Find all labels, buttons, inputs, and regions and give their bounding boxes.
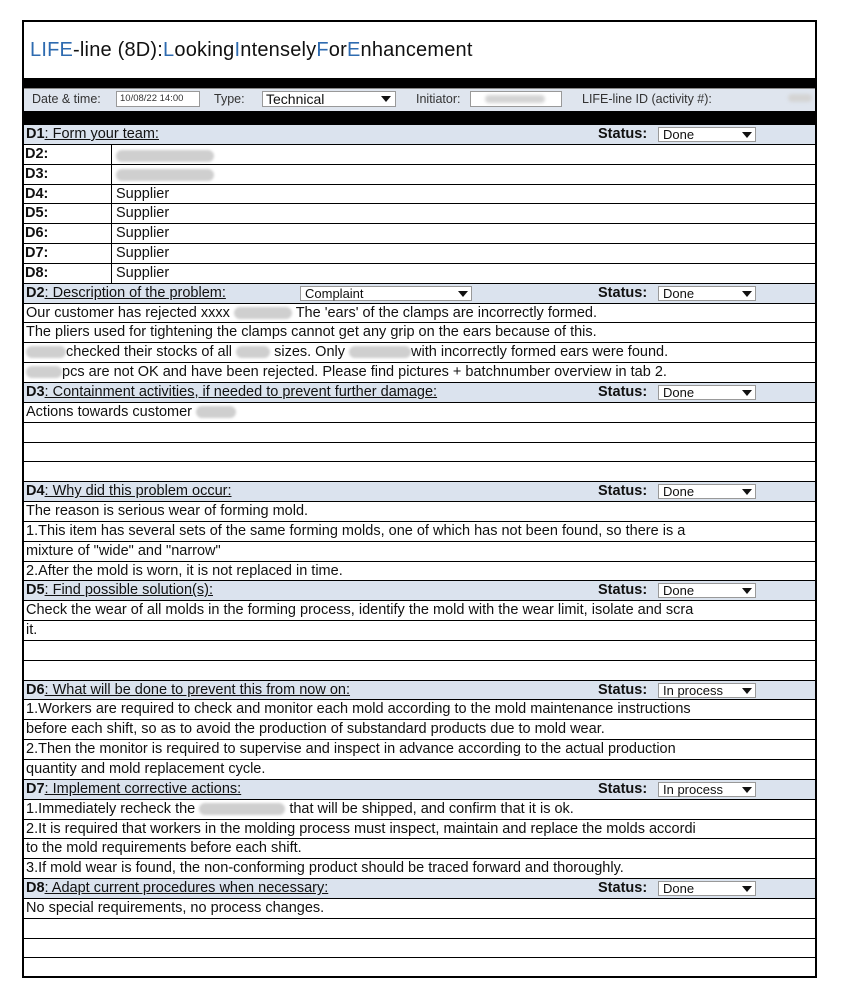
type-label: Type: bbox=[214, 92, 245, 106]
redacted-text bbox=[234, 307, 292, 319]
d4-status-value: Done bbox=[663, 484, 695, 500]
team-row bbox=[24, 264, 815, 284]
form-grid bbox=[24, 125, 815, 978]
d6-line: 1.Workers are required to check and monitor each mold according to the mold maintenance instructions bbox=[26, 701, 691, 718]
d7-status-label: Status: bbox=[598, 780, 648, 797]
d7-text-row[interactable] bbox=[24, 800, 815, 820]
d4-heading: : Why did this problem occur: bbox=[44, 483, 232, 500]
d3-heading: : Containment activities, if needed to prevent further damage: bbox=[44, 383, 438, 400]
d6-line: before each shift, so as to avoid the production of substandard products due to mold wear. bbox=[26, 721, 605, 738]
redacted-text bbox=[199, 803, 285, 815]
d5-line: Check the wear of all molds in the forming process, identify the mold with the wear limit, isolate and scra bbox=[26, 602, 694, 619]
d3-status-value: Done bbox=[663, 384, 695, 400]
d2-text-row[interactable] bbox=[24, 323, 815, 343]
d6-text-row[interactable] bbox=[24, 720, 815, 740]
d4-header bbox=[24, 482, 815, 502]
d2-status-select[interactable] bbox=[658, 286, 756, 301]
d1-status-label: Status: bbox=[598, 126, 648, 142]
d3-text-row[interactable] bbox=[24, 403, 815, 423]
d5-empty-row[interactable] bbox=[24, 661, 815, 681]
chevron-down-icon bbox=[742, 489, 752, 495]
chevron-down-icon bbox=[742, 588, 752, 594]
d8-status-select[interactable] bbox=[658, 881, 756, 896]
type-select[interactable] bbox=[262, 91, 396, 107]
team-member-value[interactable]: Supplier bbox=[116, 245, 170, 262]
d6-code: D6 bbox=[26, 681, 45, 698]
d7-line1a: 1.Immediately recheck the bbox=[26, 800, 196, 817]
chevron-down-icon bbox=[742, 886, 752, 892]
d2-text-row[interactable] bbox=[24, 363, 815, 383]
d1-status-select[interactable] bbox=[658, 127, 756, 142]
team-row bbox=[24, 185, 815, 205]
d5-status-select[interactable] bbox=[658, 583, 756, 598]
chevron-down-icon bbox=[742, 291, 752, 297]
lifeline-id-field[interactable] bbox=[782, 91, 817, 107]
d7-text-row[interactable] bbox=[24, 820, 815, 840]
d2-category-value: Complaint bbox=[305, 285, 364, 301]
d2-line3b: sizes. Only bbox=[274, 344, 346, 361]
d8-empty-row[interactable] bbox=[24, 958, 815, 978]
d5-text-row[interactable] bbox=[24, 621, 815, 641]
title-part: nhancement bbox=[360, 38, 473, 61]
chevron-down-icon bbox=[742, 787, 752, 793]
d4-line: 2.After the mold is worn, it is not replaced in time. bbox=[26, 562, 343, 579]
d3-line1: Actions towards customer bbox=[26, 403, 193, 420]
chevron-down-icon bbox=[742, 688, 752, 694]
d2-line3c: with incorrectly formed ears were found. bbox=[411, 344, 669, 361]
team-role-code: D6: bbox=[24, 224, 112, 243]
d8-status-value: Done bbox=[663, 881, 695, 897]
team-member-value[interactable]: Supplier bbox=[116, 264, 170, 281]
d7-status-value: In process bbox=[663, 781, 723, 797]
redacted-text bbox=[236, 346, 270, 358]
d7-header bbox=[24, 780, 815, 800]
d7-heading: : Implement corrective actions: bbox=[44, 780, 242, 797]
team-row bbox=[24, 165, 815, 185]
d4-code: D4 bbox=[26, 483, 45, 500]
team-row bbox=[24, 224, 815, 244]
d1-code: D1 bbox=[26, 126, 45, 142]
info-divider bbox=[24, 111, 815, 125]
d4-text-row[interactable] bbox=[24, 542, 815, 562]
date-field[interactable]: 10/08/22 14:00 bbox=[116, 91, 200, 107]
d8-code: D8 bbox=[26, 880, 45, 897]
initiator-label: Initiator: bbox=[416, 92, 461, 106]
team-role-code: D2: bbox=[24, 145, 112, 164]
d3-empty-row[interactable] bbox=[24, 423, 815, 443]
d7-line1b: that will be shipped, and confirm that it is ok. bbox=[289, 800, 574, 817]
d2-line1a: Our customer has rejected xxxx bbox=[26, 304, 230, 321]
d7-status-select[interactable] bbox=[658, 782, 756, 797]
team-role-code: D5: bbox=[24, 204, 112, 223]
title-part: ntensely bbox=[240, 38, 317, 61]
initiator-field[interactable] bbox=[470, 91, 562, 107]
d5-text-row[interactable] bbox=[24, 601, 815, 621]
d8-line1: No special requirements, no process changes. bbox=[26, 899, 325, 916]
redacted-text bbox=[26, 366, 62, 378]
d4-status-select[interactable] bbox=[658, 484, 756, 499]
title-part: F bbox=[316, 38, 329, 61]
title-part: L bbox=[163, 38, 175, 61]
d6-line: quantity and mold replacement cycle. bbox=[26, 761, 266, 777]
d3-empty-row[interactable] bbox=[24, 443, 815, 463]
d4-text-row[interactable] bbox=[24, 522, 815, 542]
d5-status-value: Done bbox=[663, 583, 695, 599]
title-part: L bbox=[30, 38, 42, 61]
title-part: I bbox=[234, 38, 241, 61]
d6-line: 2.Then the monitor is required to supervise and inspect in advance according to the actual production bbox=[26, 741, 676, 758]
lifeline-8d-form bbox=[22, 20, 817, 978]
d2-line4: pcs are not OK and have been rejected. Please find pictures + batchnumber overview in tab 2. bbox=[62, 364, 667, 381]
d4-text-row[interactable] bbox=[24, 562, 815, 582]
d2-line2: The pliers used for tightening the clamps cannot get any grip on the ears because of this. bbox=[26, 324, 597, 341]
d5-heading: : Find possible solution(s): bbox=[44, 582, 213, 599]
d1-status-value: Done bbox=[663, 127, 695, 142]
d7-text-row[interactable] bbox=[24, 839, 815, 859]
d4-line: 1.This item has several sets of the same forming molds, one of which has not been found, so there is a bbox=[26, 522, 686, 539]
team-member-value[interactable]: Supplier bbox=[116, 185, 170, 202]
team-role-code: D3: bbox=[24, 165, 112, 184]
d4-status-label: Status: bbox=[598, 483, 648, 500]
team-member-value[interactable]: Supplier bbox=[116, 205, 170, 222]
d2-text-row[interactable] bbox=[24, 304, 815, 324]
d2-header bbox=[24, 284, 815, 304]
d7-code: D7 bbox=[26, 780, 45, 797]
d6-heading: : What will be done to prevent this from now on: bbox=[44, 681, 351, 698]
d4-line: The reason is serious wear of forming mold. bbox=[26, 503, 309, 520]
redacted-text bbox=[26, 346, 66, 358]
d7-text-row[interactable] bbox=[24, 859, 815, 879]
team-role-code: D7: bbox=[24, 244, 112, 263]
d2-category-select[interactable] bbox=[300, 286, 472, 301]
type-value: Technical bbox=[266, 91, 325, 107]
d4-text-row[interactable] bbox=[24, 502, 815, 522]
team-row bbox=[24, 204, 815, 224]
title-part: -line (8D): bbox=[73, 38, 164, 61]
d2-line3a: checked their stocks of all bbox=[66, 344, 233, 361]
redacted-text bbox=[196, 406, 236, 418]
redacted-id bbox=[788, 94, 812, 102]
lifeline-id-label: LIFE-line ID (activity #): bbox=[582, 92, 712, 106]
d1-header bbox=[24, 125, 815, 145]
d4-line: mixture of "wide" and "narrow" bbox=[26, 542, 221, 559]
chevron-down-icon bbox=[742, 390, 752, 396]
d5-code: D5 bbox=[26, 582, 45, 599]
d5-header bbox=[24, 581, 815, 601]
d7-line: 3.If mold wear is found, the non-conforming product should be traced forward and thoroughly. bbox=[26, 860, 624, 877]
d6-text-row[interactable] bbox=[24, 740, 815, 760]
d5-empty-row[interactable] bbox=[24, 641, 815, 661]
d2-line1b: The 'ears' of the clamps are incorrectly formed. bbox=[295, 304, 597, 321]
d7-line: to the mold requirements before each shift. bbox=[26, 840, 302, 857]
d1-heading: : Form your team: bbox=[44, 126, 159, 142]
d3-empty-row[interactable] bbox=[24, 462, 815, 482]
d2-heading: : Description of the problem: bbox=[44, 284, 226, 301]
d6-status-select[interactable] bbox=[658, 683, 756, 698]
d6-header bbox=[24, 681, 815, 701]
title-divider bbox=[24, 78, 815, 88]
redacted-text bbox=[349, 346, 411, 358]
d8-heading: : Adapt current procedures when necessary: bbox=[44, 880, 329, 897]
d8-empty-row[interactable] bbox=[24, 919, 815, 939]
chevron-down-icon bbox=[458, 291, 468, 297]
chevron-down-icon bbox=[381, 96, 391, 102]
d7-line: 2.It is required that workers in the molding process must inspect, maintain and replace the molds accordi bbox=[26, 820, 696, 837]
title-part: E bbox=[346, 38, 361, 61]
form-title bbox=[24, 22, 815, 78]
d8-header bbox=[24, 879, 815, 899]
d2-status-label: Status: bbox=[598, 284, 648, 301]
d5-line: it. bbox=[26, 622, 38, 639]
d3-status-label: Status: bbox=[598, 383, 648, 400]
d6-status-label: Status: bbox=[598, 681, 648, 698]
team-role-code: D4: bbox=[24, 185, 112, 204]
info-bar bbox=[24, 88, 815, 112]
d2-text-row[interactable] bbox=[24, 343, 815, 363]
d2-status-value: Done bbox=[663, 285, 695, 301]
chevron-down-icon bbox=[742, 132, 752, 138]
d8-empty-row[interactable] bbox=[24, 939, 815, 959]
title-part: IFE bbox=[41, 38, 74, 61]
redacted-team-member bbox=[116, 169, 214, 181]
d3-status-select[interactable] bbox=[658, 385, 756, 400]
d8-status-label: Status: bbox=[598, 880, 648, 897]
date-label: Date & time: bbox=[32, 92, 101, 106]
team-row bbox=[24, 145, 815, 165]
d6-text-row[interactable] bbox=[24, 760, 815, 780]
d3-header bbox=[24, 383, 815, 403]
team-member-value[interactable]: Supplier bbox=[116, 225, 170, 242]
title-part: or bbox=[328, 38, 347, 61]
d8-text-row[interactable] bbox=[24, 899, 815, 919]
d2-code: D2 bbox=[26, 284, 45, 301]
d6-status-value: In process bbox=[663, 682, 723, 698]
team-row bbox=[24, 244, 815, 264]
d5-status-label: Status: bbox=[598, 582, 648, 599]
redacted-initiator bbox=[485, 95, 545, 103]
d6-text-row[interactable] bbox=[24, 700, 815, 720]
title-part: ooking bbox=[174, 38, 235, 61]
redacted-team-member bbox=[116, 150, 214, 162]
team-role-code: D8: bbox=[24, 264, 112, 283]
d3-code: D3 bbox=[26, 383, 45, 400]
